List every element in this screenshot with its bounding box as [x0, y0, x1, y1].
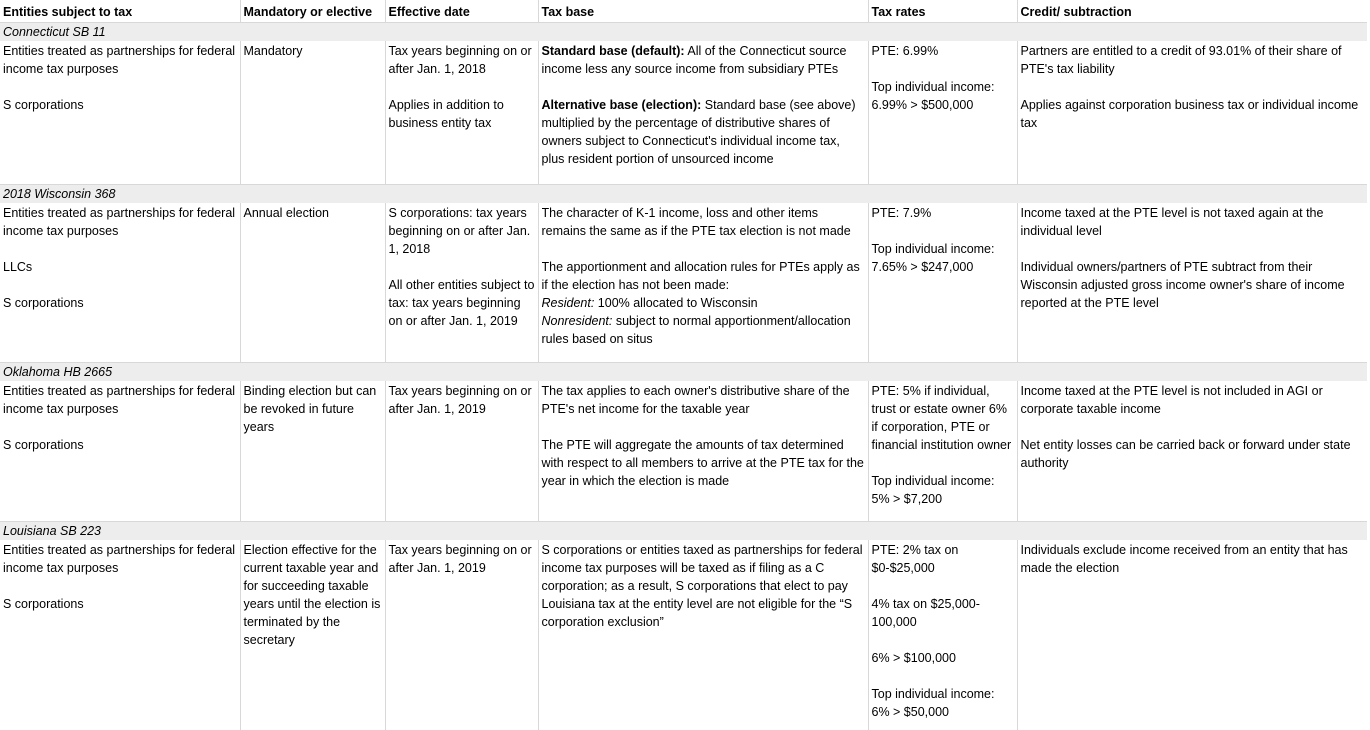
effective-line: S corporations: tax years beginning on or after Jan. 1, 2018: [388, 206, 531, 256]
header-tax-base: Tax base: [538, 0, 868, 22]
section-title: 2018 Wisconsin 368: [0, 185, 1367, 204]
credit-cell: [1017, 41, 1367, 185]
rate-line: Top individual income: 5% > $7,200: [871, 474, 995, 506]
rate-line: PTE: 2% tax on $0-$25,000: [871, 542, 959, 575]
effective-line: Applies in addition to business entity tax: [388, 97, 504, 130]
header-row: [0, 0, 1367, 22]
rate-line: Top individual income: 6.99% > $500,000: [871, 79, 995, 112]
header-entities: Entities subject to tax: [0, 0, 240, 22]
entity-line: Entities treated as partnerships for federal income tax purposes: [3, 542, 236, 575]
taxbase-line: The PTE will aggregate the amounts of tax determined with respect to all members to arrive at the PTE tax for the year in which the election is made: [541, 438, 864, 488]
taxbase-line: Standard base (default): All of the Connecticut source income less any source income from subsidiary PTEs: [541, 43, 847, 76]
rates-cell: [868, 41, 1017, 185]
credit-line: Partners are entitled to a credit of 93.01% of their share of PTE's tax liability: [1020, 43, 1342, 76]
entities-cell: [0, 41, 240, 185]
entity-line: LLCs: [3, 260, 33, 274]
taxbase-cell: [538, 203, 868, 363]
entity-line: S corporations: [3, 296, 84, 310]
entities-cell: [0, 540, 240, 730]
table-row: [0, 381, 1367, 521]
entity-line: S corporations: [3, 596, 84, 611]
section-row: [0, 521, 1367, 540]
credit-line: Net entity losses can be carried back or forward under state authority: [1020, 438, 1351, 470]
section-title: Oklahoma HB 2665: [0, 363, 1367, 382]
taxbase-line: Nonresident: subject to normal apportionment/allocation rules based on situs: [541, 314, 851, 346]
effective-cell: Tax years beginning on or after Jan. 1, 2019: [385, 381, 538, 521]
effective-cell: [385, 203, 538, 363]
rate-line: 4% tax on $25,000-100,000: [871, 596, 980, 629]
rate-line: Top individual income: 6% > $50,000: [871, 686, 995, 719]
section-row: [0, 185, 1367, 204]
section-row: [0, 363, 1367, 382]
rate-line: PTE: 5% if individual, trust or estate owner 6% if corporation, PTE or financial institution owner: [871, 384, 1012, 452]
rate-line: Top individual income: 7.65% > $247,000: [871, 242, 995, 274]
header-effective-date: Effective date: [385, 0, 538, 22]
effective-line: All other entities subject to tax: tax years beginning on or after Jan. 1, 2019: [388, 278, 535, 328]
mandatory-cell: Mandatory: [240, 41, 385, 185]
credit-line: Income taxed at the PTE level is not included in AGI or corporate taxable income: [1020, 384, 1323, 416]
rates-cell: [868, 381, 1017, 521]
entity-line: Entities treated as partnerships for federal income tax purposes: [3, 384, 236, 416]
header-mandatory: Mandatory or elective: [240, 0, 385, 22]
table-row: [0, 540, 1367, 730]
section-title: Louisiana SB 223: [0, 521, 1367, 540]
credit-cell: Individuals exclude income received from an entity that has made the election: [1020, 542, 1348, 575]
entity-line: S corporations: [3, 97, 84, 112]
effective-line: Tax years beginning on or after Jan. 1, 2018: [388, 43, 532, 76]
table-row: [0, 203, 1367, 363]
mandatory-cell: Election effective for the current taxable year and for succeeding taxable years until the election is terminated by the secretary: [240, 540, 385, 730]
mandatory-cell: Annual election: [240, 203, 385, 363]
section-title: Connecticut SB 11: [0, 22, 1367, 41]
header-credit: Credit/ subtraction: [1017, 0, 1367, 22]
taxbase-cell: S corporations or entities taxed as partnerships for federal income tax purposes will be taxed as if filing as a C corporation; as a result, S corporations that elect to pay Louisiana tax at the entity level are not eligible for the “S corporation exclusion”: [538, 540, 868, 730]
taxbase-line: The character of K-1 income, loss and other items remains the same as if the PTE tax election is not made: [541, 206, 851, 238]
table-row: [0, 41, 1367, 185]
credit-line: Income taxed at the PTE level is not taxed again at the individual level: [1020, 206, 1324, 238]
credit-cell: [1017, 381, 1367, 521]
rate-line: PTE: 6.99%: [871, 43, 939, 58]
taxbase-line: The apportionment and allocation rules for PTEs apply as if the election has not been made:: [541, 260, 860, 292]
rate-line: 6% > $100,000: [871, 650, 956, 665]
effective-cell: Tax years beginning on or after Jan. 1, 2019: [385, 540, 538, 730]
taxbase-line: The tax applies to each owner's distributive share of the PTE's net income for the taxable year: [541, 384, 850, 416]
rates-cell: [868, 540, 1017, 730]
entities-cell: [0, 381, 240, 521]
entity-line: Entities treated as partnerships for federal income tax purposes: [3, 43, 236, 76]
credit-line: Individual owners/partners of PTE subtract from their Wisconsin adjusted gross income owner's share of income reported at the PTE level: [1020, 260, 1345, 310]
entity-line: Entities treated as partnerships for federal income tax purposes: [3, 206, 236, 238]
header-tax-rates: Tax rates: [868, 0, 1017, 22]
credit-line: Applies against corporation business tax or individual income tax: [1020, 97, 1359, 130]
taxbase-line: Resident: 100% allocated to Wisconsin: [541, 296, 758, 310]
rate-line: PTE: 7.9%: [871, 206, 932, 220]
section-row: [0, 22, 1367, 41]
mandatory-cell: Binding election but can be revoked in future years: [240, 381, 385, 521]
rates-cell: [868, 203, 1017, 363]
entity-line: S corporations: [3, 438, 84, 452]
taxbase-line: Alternative base (election): Standard base (see above) multiplied by the percentage of distributive shares of owners subject to Connecticut's individual income tax, plus resident portion of unsourced income: [541, 97, 856, 166]
taxbase-cell: [538, 381, 868, 521]
taxbase-cell: [538, 41, 868, 185]
credit-cell: [1017, 203, 1367, 363]
entities-cell: [0, 203, 240, 363]
effective-cell: [385, 41, 538, 185]
